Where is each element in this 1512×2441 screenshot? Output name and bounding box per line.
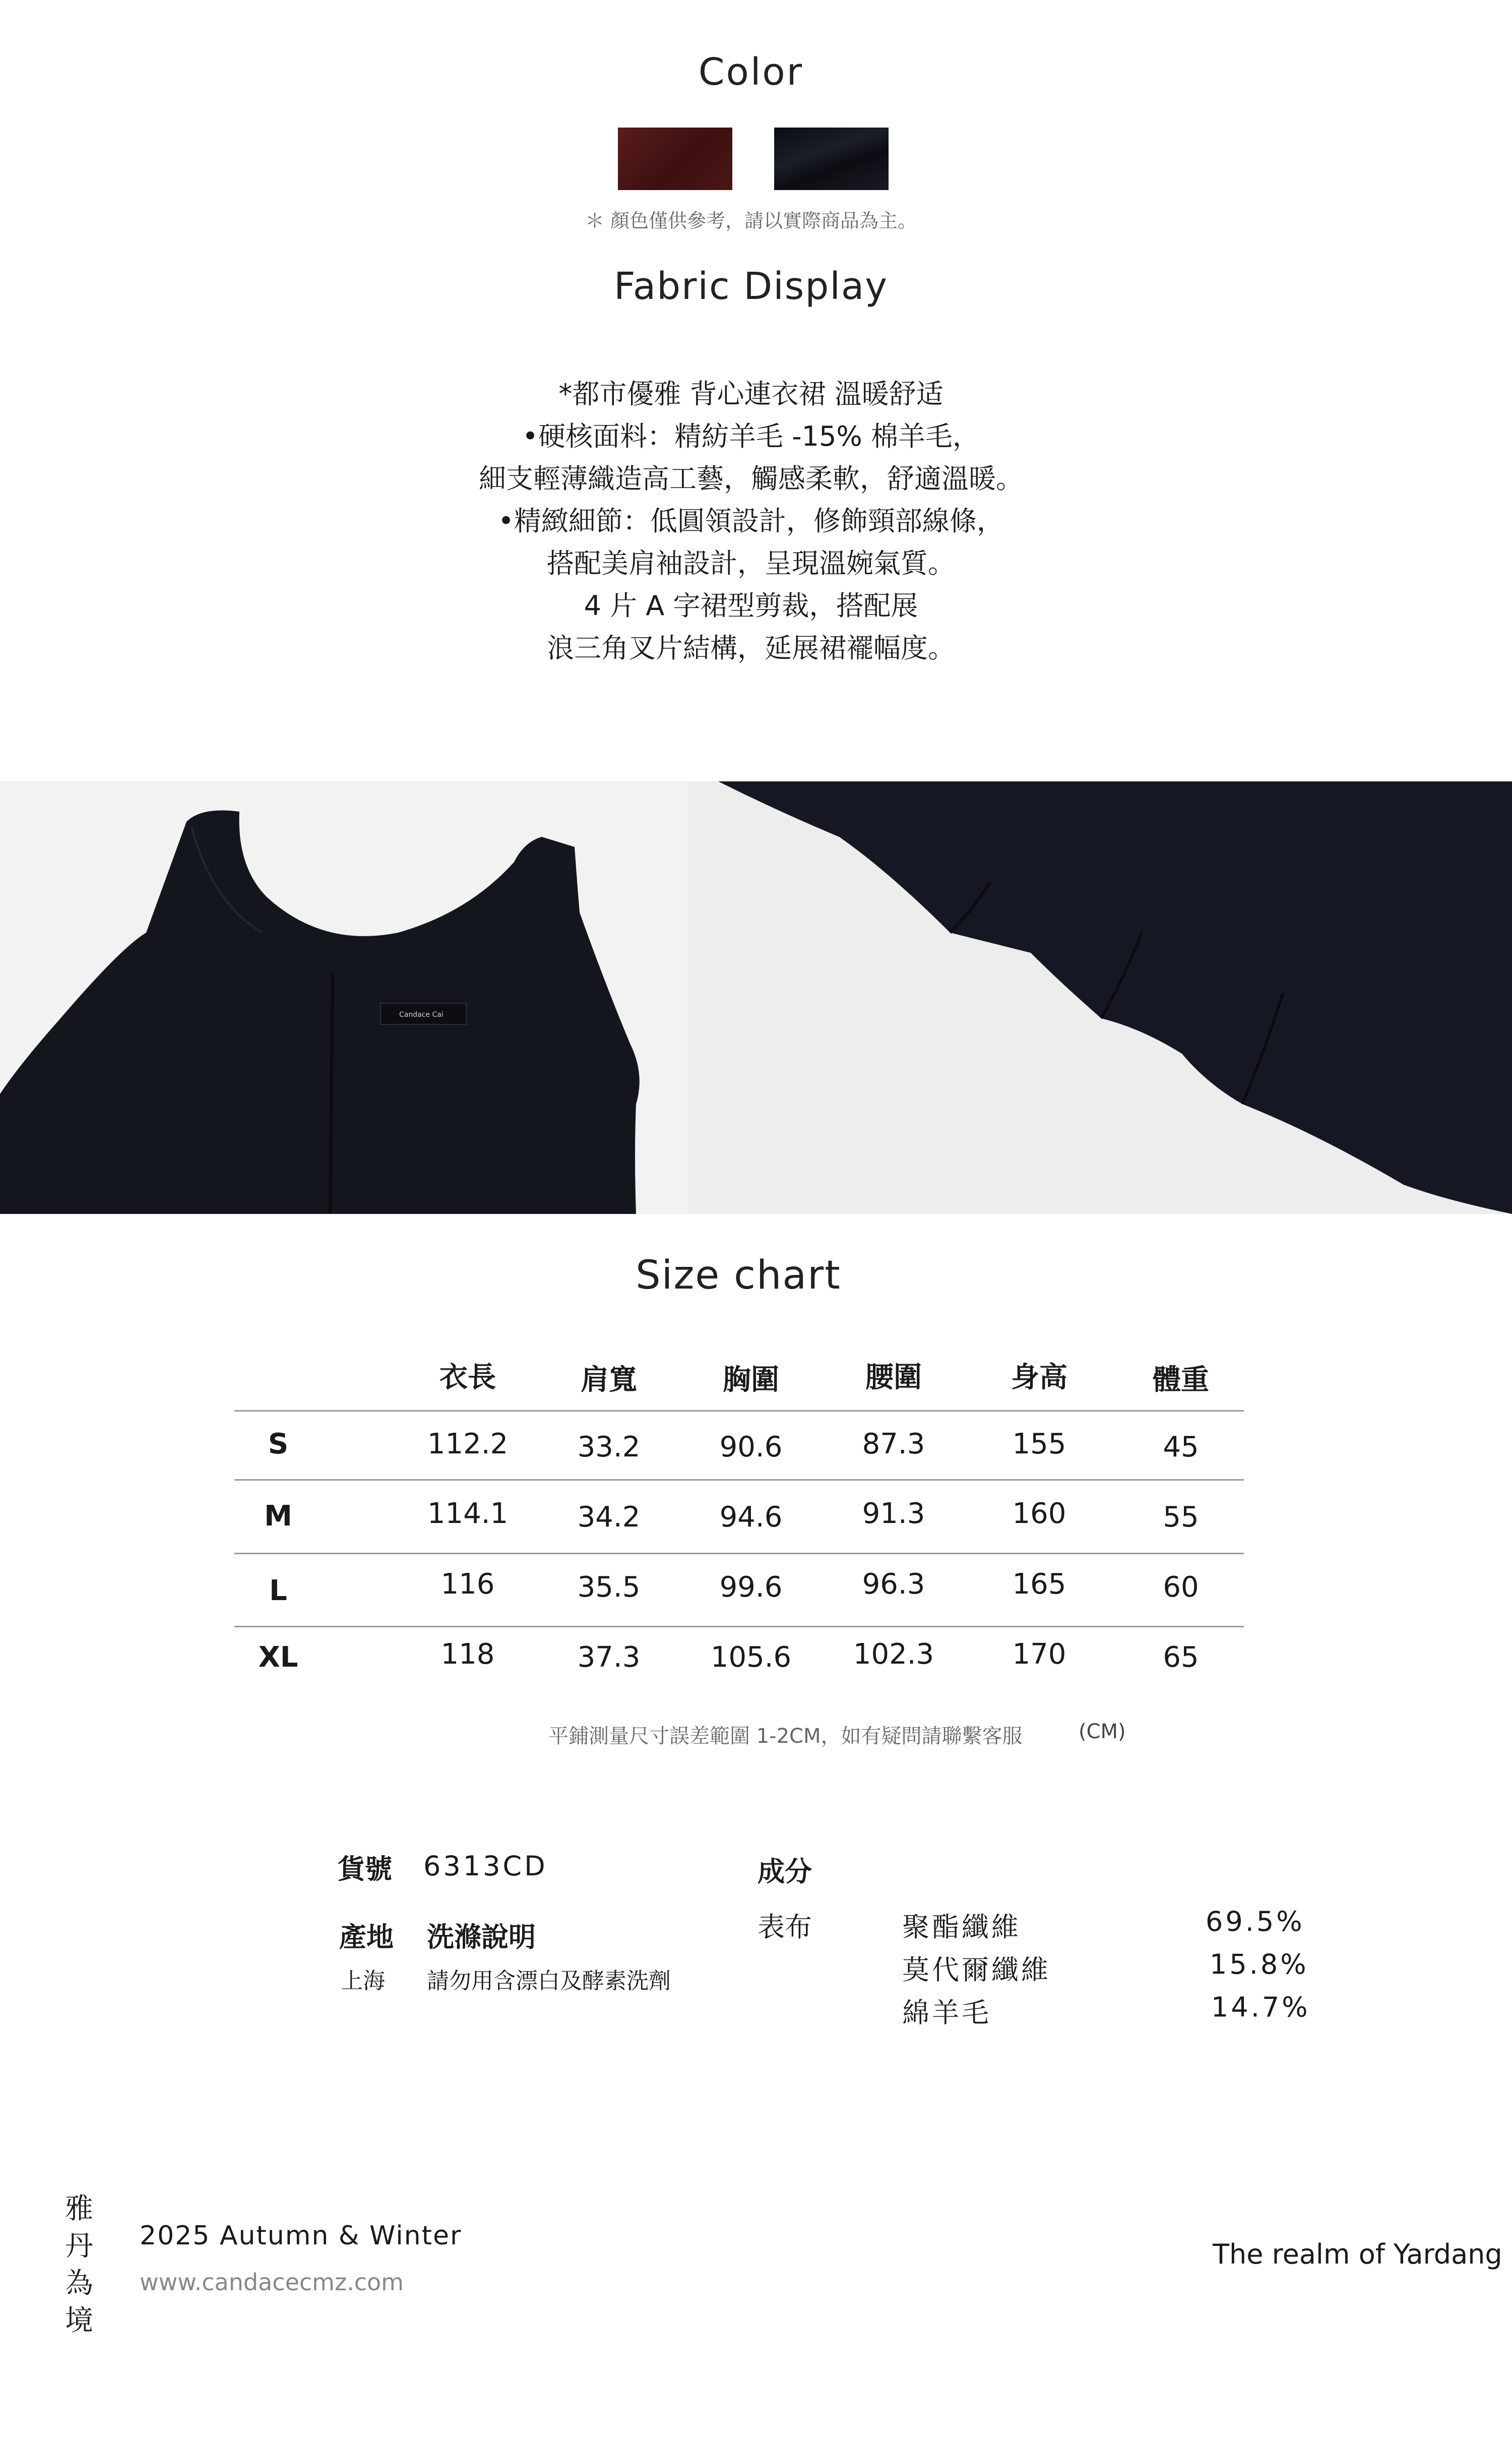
table-cell: 33.2 [577,1431,641,1463]
origin-value: 上海 [341,1968,385,1994]
size-chart-title: Size chart [636,1253,841,1298]
table-cell: 160 [1012,1497,1066,1530]
table-cell: 99.6 [719,1571,783,1604]
brand-logo-vertical [62,2190,96,2340]
color-swatch-black[interactable] [774,128,889,190]
fabric-line: •精緻細節：低圓領設計，修飾頸部線條， [498,505,1004,537]
size-label-xl: XL [258,1641,298,1674]
fabric-line: *都市優雅 背心連衣裙 溫暖舒适 [558,378,943,410]
fabric-line: •硬核面料：精紡羊毛 -15% 棉羊毛， [522,420,980,452]
table-cell: 65 [1163,1641,1199,1674]
table-cell: 91.3 [862,1497,925,1530]
season-label: 2025 Autumn & Winter [140,2221,462,2251]
table-cell: 105.6 [710,1641,792,1674]
material-percent: 69.5% [1206,1906,1305,1937]
table-cell: 116 [440,1568,495,1601]
color-disclaimer: ＊ 顏色僅供參考，請以實際商品為主。 [585,210,917,232]
material-name: 莫代爾纖維 [902,1954,1051,1986]
table-cell: 37.3 [577,1641,641,1674]
brand-tagline: The realm of Yardang [1213,2238,1502,2270]
size-label-m: M [264,1500,292,1533]
dress-hem-illustration [688,781,1512,1214]
garment-label: Candace Cai [399,1011,444,1019]
material-percent: 14.7% [1211,1991,1310,2023]
table-divider [234,1479,1244,1481]
size-header-length: 衣長 [439,1361,496,1394]
table-cell: 60 [1163,1571,1199,1604]
table-cell: 165 [1012,1568,1066,1601]
fabric-line: 4 片 A 字裙型剪裁，搭配展 [584,590,918,622]
item-number-label: 貨號 [338,1853,392,1885]
table-cell: 45 [1163,1431,1199,1463]
size-header-waist: 腰圍 [865,1361,922,1394]
brand-char: 雅 [65,2192,93,2225]
table-cell: 114.1 [427,1497,509,1530]
material-percent: 15.8% [1210,1948,1309,1980]
table-cell: 155 [1012,1428,1066,1460]
table-cell: 34.2 [577,1501,641,1534]
dress-neckline-illustration [0,781,688,1214]
table-divider [234,1410,1244,1412]
fabric-description [0,373,1502,669]
size-header-weight: 體重 [1153,1364,1209,1396]
color-swatch-burgundy[interactable] [618,128,732,190]
size-header-height: 身高 [1011,1361,1067,1394]
table-cell: 35.5 [577,1571,641,1604]
fabric-line: 搭配美肩袖設計，呈現溫婉氣質。 [547,547,955,579]
table-cell: 96.3 [862,1568,925,1601]
table-cell: 118 [440,1638,495,1671]
origin-label: 產地 [339,1921,394,1953]
table-cell: 55 [1163,1501,1199,1534]
website-link[interactable]: www.candacecmz.com [140,2269,404,2296]
brand-char: 為 [65,2267,93,2300]
dress-neckline-photo [0,781,688,1214]
dress-hem-photo [688,781,1512,1214]
care-label: 洗滌說明 [427,1921,536,1953]
table-cell: 90.6 [719,1431,783,1463]
fabric-line: 浪三角叉片結構，延展裙襬幅度。 [547,632,955,664]
size-header-shoulder: 肩寬 [581,1364,637,1396]
composition-label: 成分 [758,1856,812,1887]
size-label-l: L [269,1574,287,1607]
size-chart-unit: (CM) [1079,1720,1126,1743]
table-cell: 87.3 [862,1428,925,1460]
fabric-line: 細支輕薄織造高工藝，觸感柔軟，舒適溫暖。 [479,463,1023,495]
brand-char: 境 [65,2304,93,2337]
fabric-section-title: Fabric Display [613,265,889,308]
table-cell: 102.3 [853,1638,934,1671]
material-name: 綿羊毛 [902,1997,991,2029]
color-section-title: Color [698,50,804,94]
size-label-s: S [268,1428,289,1460]
table-divider [234,1553,1244,1554]
table-divider [234,1626,1244,1627]
table-cell: 94.6 [719,1501,783,1534]
item-number: 6313CD [423,1850,548,1882]
brand-char: 丹 [65,2230,93,2263]
size-header-chest: 胸圍 [723,1364,779,1396]
table-cell: 170 [1012,1638,1066,1671]
care-instructions: 請勿用含漂白及酵素洗劑 [427,1968,671,1994]
fabric-part-label: 表布 [758,1911,812,1943]
size-chart-note: 平鋪測量尺寸誤差範圍 1-2CM，如有疑問請聯繫客服 [548,1725,1023,1748]
table-cell: 112.2 [427,1428,509,1460]
material-name: 聚酯纖維 [902,1911,1021,1943]
